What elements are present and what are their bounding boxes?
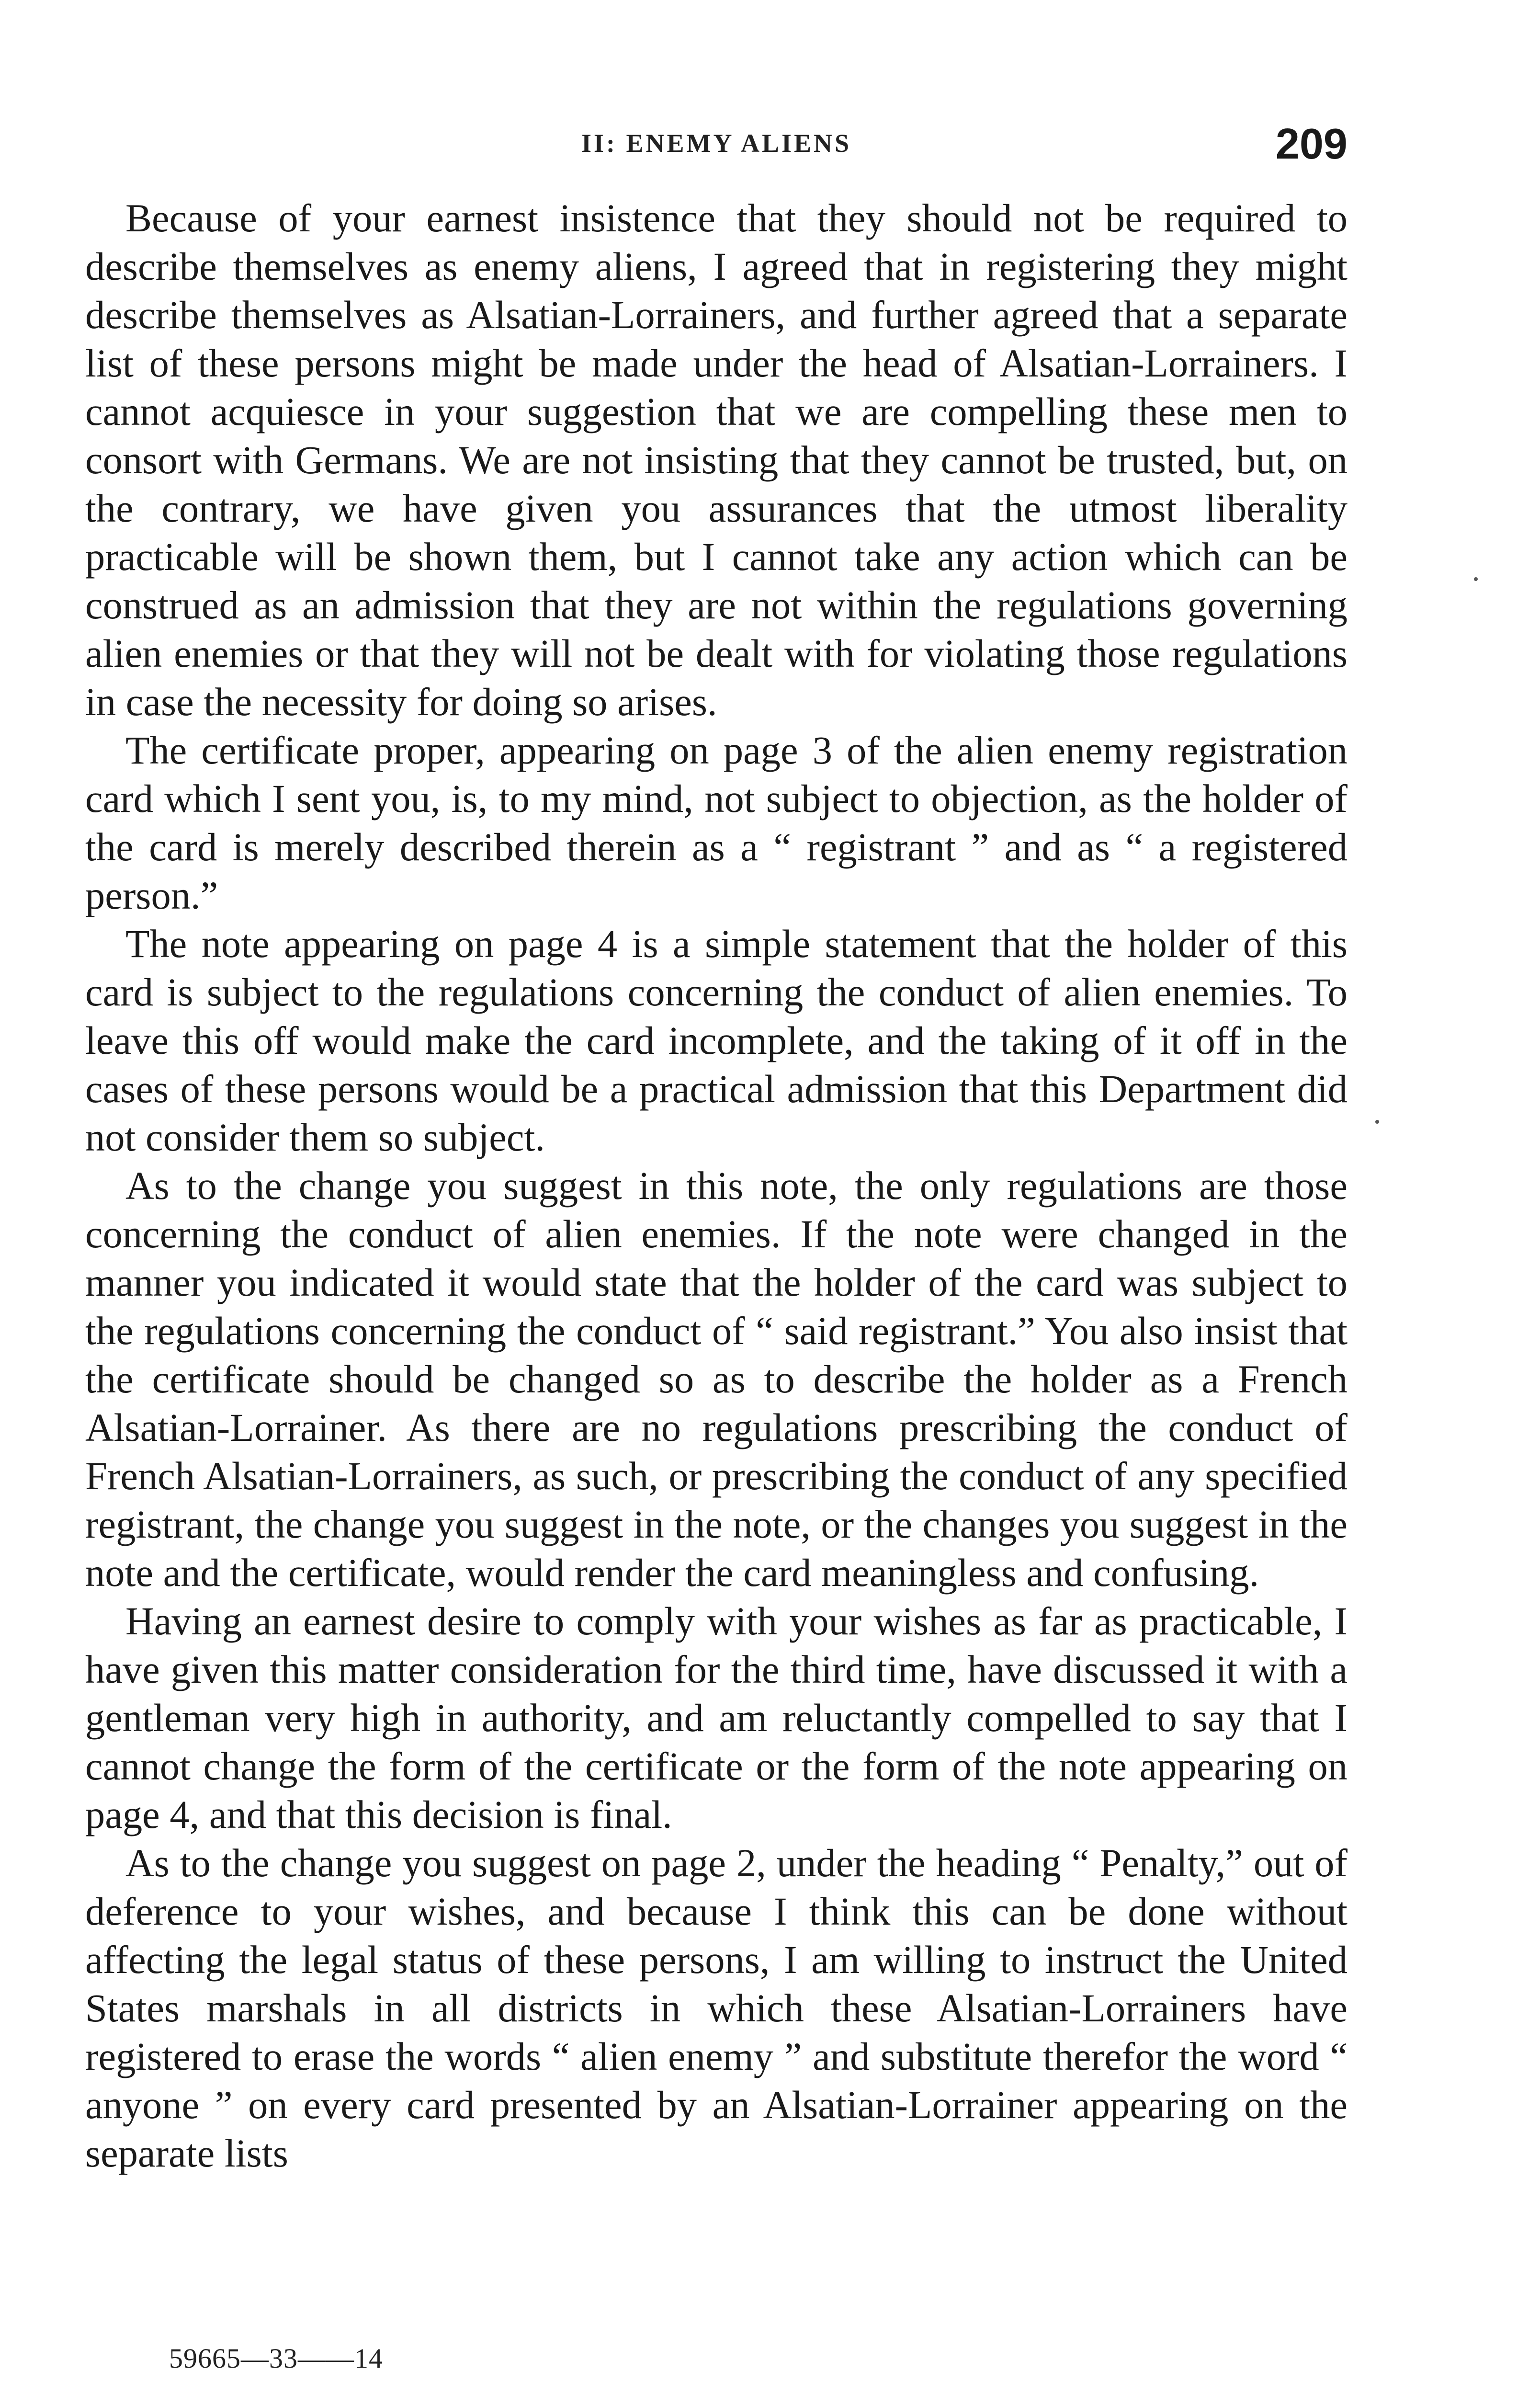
running-head bbox=[85, 120, 1348, 172]
paragraph: Having an earnest desire to comply with your wishes as far as practicable, I have given this matter consideration for the third time, have discussed it with a gentleman very high in authority, and am reluctantly compelled to say that I cannot change the form of the certificate or the form of the note appearing on page 4, and that this decision is final. bbox=[85, 1599, 1348, 1836]
paragraph: As to the change you suggest in this note, the only regulations are those concerning the conduct of alien enemies. If the note were changed in the manner you indicated it would state that the holder of the card was subject to the regulations concerning the conduct of “ said registrant.” You also insist that the certificate should be changed so as to describe the holder as a French Alsatian-Lorrainer. As there are no regulations prescribing the conduct of French Alsatian-Lorrainers, as such, or prescribing the conduct of any specified registrant, the change you suggest in the note, or the changes you suggest in the note and the certificate, would render the card meaningless and confusing. bbox=[85, 1163, 1348, 1595]
body-text bbox=[85, 194, 1348, 2178]
document-page bbox=[85, 0, 1348, 2395]
page-number: 209 bbox=[1275, 120, 1348, 168]
running-title: II: ENEMY ALIENS bbox=[581, 129, 852, 158]
scan-speck bbox=[1474, 577, 1478, 581]
scan-speck bbox=[1375, 1120, 1379, 1124]
paragraph: Because of your earnest insistence that they should not be required to describe themselves as enemy aliens, I agreed that in registering they might describe themselves as Alsatian-Lorrainers, and further agreed that a separate list of these persons might be made under the head of Alsatian-Lorrainers. I cannot acquiesce in your suggestion that we are compelling these men to consort with Germans. We are not insisting that they cannot be trusted, but, on the contrary, we have given you assurances that the utmost liberality practicable will be shown them, but I cannot take any action which can be construed as an admission that they are not within the regulations governing alien enemies or that they will not be dealt with for violating those regulations in case the necessity for doing so arises. bbox=[85, 196, 1348, 724]
signature-mark: 59665—33——14 bbox=[169, 2343, 383, 2374]
paragraph: The certificate proper, appearing on page 3 of the alien enemy registration card which I sent you, is, to my mind, not subject to objection, as the holder of the card is merely described therein as a “ registrant ” and as “ a registered person.” bbox=[85, 728, 1348, 917]
paragraph: The note appearing on page 4 is a simple statement that the holder of this card is subject to the regulations concerning the conduct of alien enemies. To leave this off would make the card incomplete, and the taking of it off in the cases of these persons would be a practical admission that this Department did not consider them so subject. bbox=[85, 922, 1348, 1159]
paragraph: As to the change you suggest on page 2, under the heading “ Penalty,” out of deference to your wishes, and because I think this can be done without affecting the legal status of these persons, I am willing to instruct the United States marshals in all districts in which these Alsatian-Lorrainers have registered to erase the words “ alien enemy ” and substitute therefor the word “ anyone ” on every card presented by an Alsatian-Lorrainer appearing on the separate lists bbox=[85, 1841, 1348, 2175]
